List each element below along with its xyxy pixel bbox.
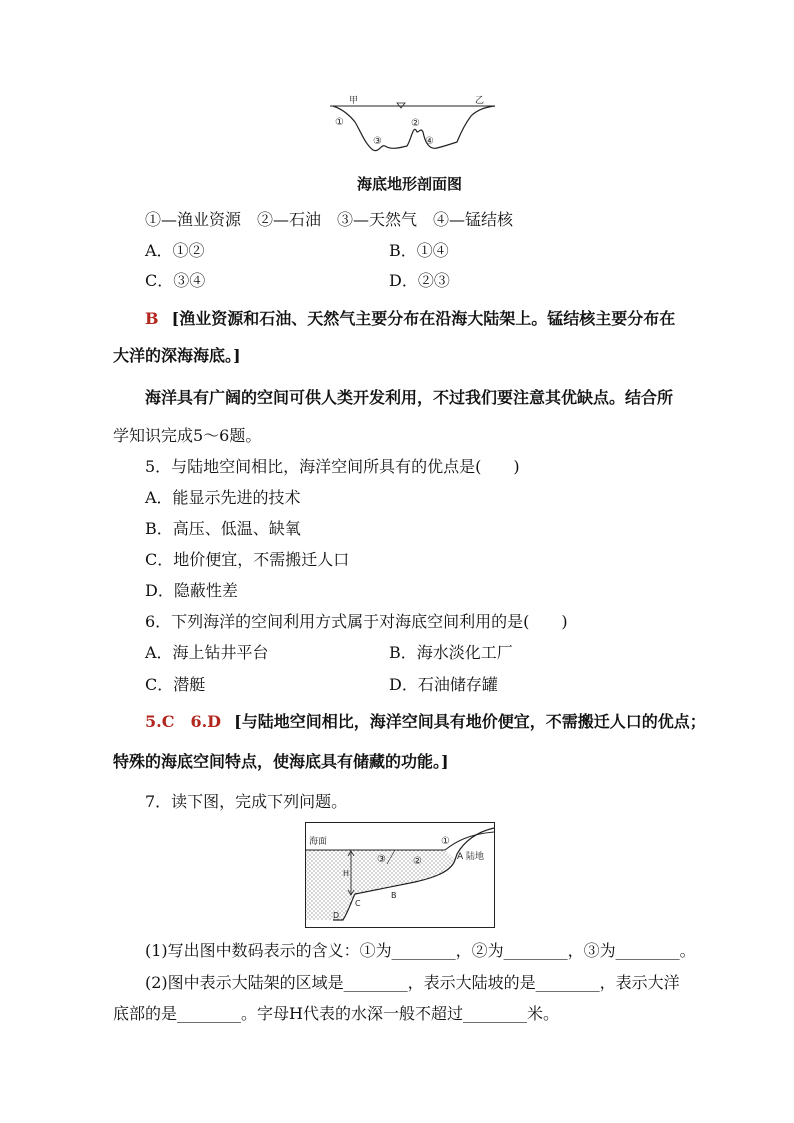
label-jia: 甲	[349, 96, 359, 106]
q7-part2-line2: 底部的是________。字母H代表的水深一般不超过________米。	[113, 1004, 559, 1023]
q7-part1: (1)写出图中数码表示的含义：①为________，②为________，③为________。	[145, 941, 696, 960]
label-3: ③	[377, 854, 386, 865]
label-sea-surface: 海面	[309, 837, 328, 847]
marker-2: ②	[411, 118, 420, 129]
q7-part2-line1: (2)图中表示大陆架的区域是________，表示大陆坡的是________，表示大洋	[145, 973, 680, 992]
answer-56-text: [与陆地空间相比，海洋空间具有地价便宜，不需搬迁人口的优点；	[234, 712, 706, 731]
q4-answer-text-cont: 大洋的深海海底。]	[113, 346, 241, 365]
q4-option-c: C．③④	[145, 271, 206, 290]
label-b: B	[391, 891, 397, 900]
q6-option-d: D．石油储存罐	[389, 675, 498, 694]
q4-answer-letter: B	[145, 309, 159, 328]
q5-stem: 5．与陆地空间相比，海洋空间所具有的优点是( )	[145, 457, 520, 476]
label-land: A 陆地	[457, 852, 485, 862]
q4-option-d: D．②③	[389, 271, 450, 290]
intro-line-2: 学知识完成5～6题。	[113, 426, 262, 445]
figure1-caption: 海底地形剖面图	[357, 175, 463, 193]
q5-option-c: C．地价便宜，不需搬迁人口	[145, 550, 350, 569]
label-h: H	[343, 869, 350, 878]
marker-1: ①	[335, 117, 344, 128]
q4-option-b: B．①④	[389, 241, 449, 260]
q6-option-c: C．潜艇	[145, 675, 206, 694]
q6-option-b: B．海水淡化工厂	[389, 643, 513, 662]
answer-56-text-cont: 特殊的海底空间特点，使海底具有储藏的功能。]	[113, 752, 449, 771]
intro-line-1: 海洋具有广阔的空间可供人类开发利用，不过我们要注意其优缺点。结合所	[145, 388, 674, 407]
q6-stem: 6．下列海洋的空间利用方式属于对海底空间利用的是( )	[145, 612, 568, 631]
label-yi: 乙	[475, 96, 485, 106]
q5-option-a: A．能显示先进的技术	[145, 488, 301, 507]
q4-options-header: ①—渔业资源 ②—石油 ③—天然气 ④—锰结核	[145, 210, 514, 229]
q6-option-a: A．海上钻井平台	[145, 643, 269, 662]
q4-answer-text: [渔业资源和石油、天然气主要分布在沿海大陆架上。锰结核主要分布在	[171, 309, 676, 328]
label-1: ①	[441, 836, 450, 847]
land-slope-line	[445, 832, 494, 850]
continental-shelf-diagram	[305, 822, 495, 928]
q4-option-a: A．①②	[145, 241, 205, 260]
label-c: C	[355, 899, 361, 908]
label-2: ②	[413, 856, 422, 867]
answer-56-label: 5.C 6.D	[145, 712, 222, 731]
seabed-profile-diagram	[325, 92, 500, 162]
marker-4: ④	[425, 136, 434, 147]
q5-option-d: D．隐蔽性差	[145, 581, 238, 600]
label-d: D	[333, 911, 340, 920]
q5-option-b: B．高压、低温、缺氧	[145, 519, 301, 538]
marker-3: ③	[373, 136, 382, 147]
q7-stem: 7．读下图，完成下列问题。	[145, 792, 348, 811]
